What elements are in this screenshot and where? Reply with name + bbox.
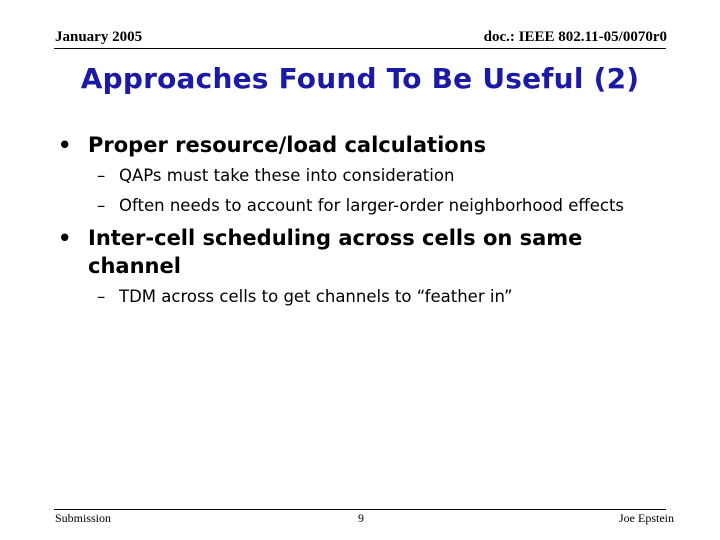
header-divider (54, 48, 666, 49)
slide-title: Approaches Found To Be Useful (2) (80, 62, 640, 95)
sub-bullet-text: TDM across cells to get channels to “feather in” (119, 287, 513, 306)
bullet-text: Proper resource/load calculations (88, 133, 487, 157)
footer-page-number: 9 (358, 511, 364, 525)
bullet-marker: • (58, 133, 72, 157)
sub-bullet-item (97, 166, 454, 186)
bullet-marker: • (58, 226, 72, 250)
bullet-item (58, 131, 618, 159)
footer-author: Joe Epstein (619, 511, 674, 525)
sub-bullet-marker: – (97, 287, 106, 306)
sub-bullet-item (97, 196, 624, 216)
sub-bullet-marker: – (97, 196, 106, 215)
bullet-text: Inter-cell scheduling across cells on same channel (88, 226, 583, 278)
sub-bullet-marker: – (97, 166, 106, 185)
sub-bullet-item (97, 287, 513, 307)
header-date: January 2005 (55, 29, 143, 45)
bullet-item (58, 224, 618, 280)
footer-submission: Submission (55, 511, 112, 525)
footer-divider (54, 509, 666, 510)
header-doc-id: doc.: IEEE 802.11-05/0070r0 (483, 29, 667, 45)
sub-bullet-text: QAPs must take these into consideration (119, 166, 455, 185)
sub-bullet-text: Often needs to account for larger-order neighborhood effects (119, 196, 625, 215)
